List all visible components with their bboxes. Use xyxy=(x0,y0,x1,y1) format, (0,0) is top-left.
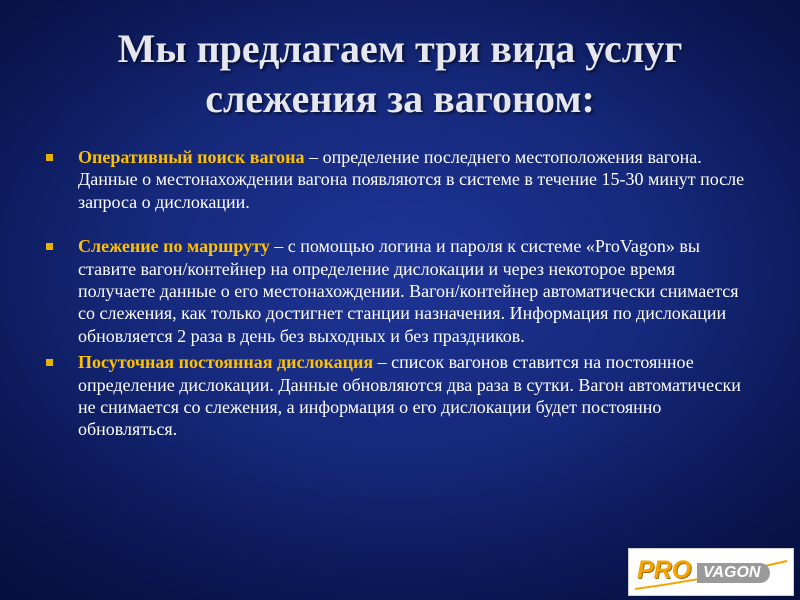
slide-title-line-2: слежения за вагоном: xyxy=(205,76,595,121)
bullet-item-quick-search xyxy=(46,146,756,213)
bullet-text: – с помощью логина и пароля к системе «ProVagon» вы ставите вагон/контейнер на определение дислокации и через некоторое время получаете данные о его местонахождении. Вагон/контейнер автоматически снимается со слежения, как только достигнет станции назначения. Информация по дислокации обновляется 2 раза в день без выходных и без праздников. xyxy=(78,236,739,346)
bullet-text: – список вагонов ставится на постоянное определение дислокации. Данные обновляются два раза в сутки. Вагон автоматически не снимается со слежения, а информация о его дислокации будет постоянно обновляться. xyxy=(78,352,741,440)
square-bullet-icon xyxy=(46,359,53,366)
square-bullet-icon xyxy=(46,154,53,161)
bullet-item-daily-dislocation xyxy=(46,351,756,441)
bullet-heading: Оперативный поиск вагона xyxy=(78,147,305,167)
provagon-logo xyxy=(628,548,794,596)
bullet-list xyxy=(46,146,756,441)
slide-title xyxy=(40,24,760,124)
logo-vagon-text: VAGON xyxy=(697,563,770,583)
square-bullet-icon xyxy=(46,243,53,250)
bullet-heading: Посуточная постоянная дислокация xyxy=(78,352,374,373)
bullet-heading: Слежение по маршруту xyxy=(78,236,270,257)
slide-title-line-1: Мы предлагаем три вида услуг xyxy=(117,26,683,71)
logo-pro-text: PRO xyxy=(637,556,692,584)
bullet-item-route-tracking xyxy=(46,235,756,347)
bullet-text: – определение последнего местоположения вагона. Данные о местонахождении вагона появляются в системе в течение 15-30 минут после запроса о дислокации. xyxy=(78,147,745,212)
